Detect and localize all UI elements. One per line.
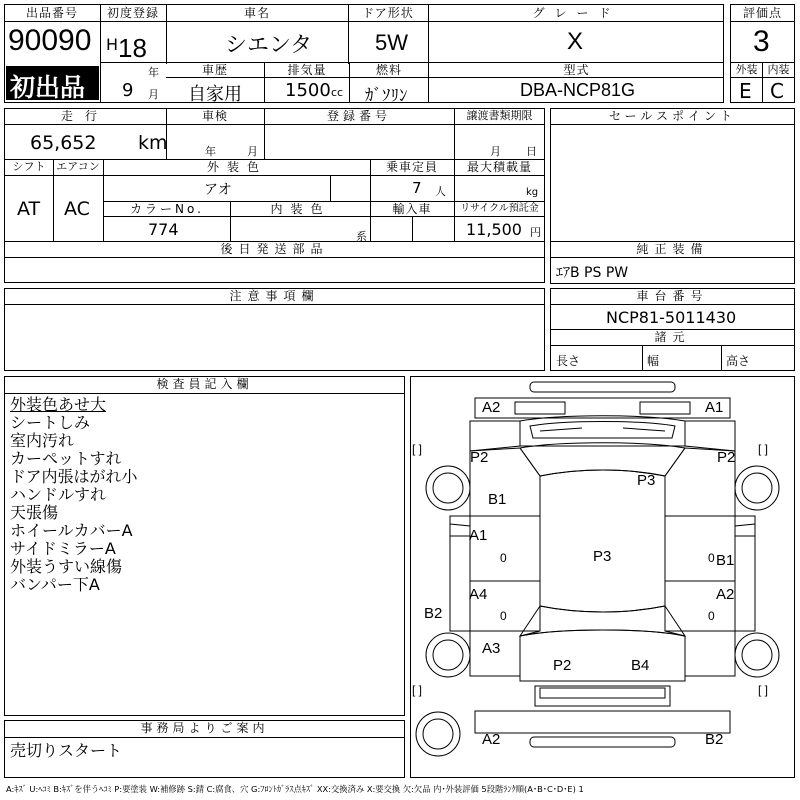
reg-year: 18 [118, 33, 147, 63]
inspector-notes [10, 396, 400, 594]
grade: X [567, 28, 584, 55]
lot-number-label: 出品番号 [25, 6, 78, 20]
history-label: 車歴 [201, 63, 228, 77]
zero-left-front: 0 [500, 551, 507, 565]
interior-grade: C [770, 79, 784, 103]
notes-label: 注意事項欄 [229, 289, 320, 303]
mark-trunk-right: B4 [631, 657, 650, 674]
transfer-month-unit: 月 [490, 145, 501, 158]
inspection-label: 車検 [201, 109, 228, 123]
mark-trunk-left: P2 [553, 657, 572, 674]
mark-door-rear-left: A4 [469, 586, 488, 603]
inspector-note: シートしみ [10, 413, 91, 432]
color-no-label: カラーNo. [130, 202, 204, 216]
zero-right-front: 0 [708, 551, 715, 565]
inspector-note: ドア内張はがれ小 [10, 467, 138, 486]
interior-label: 内装 [767, 63, 790, 76]
fuel: ｶﾞｿﾘﾝ [365, 86, 408, 106]
recycle-amount: 11,500 [466, 220, 522, 239]
fuel-label: 燃料 [375, 63, 402, 77]
mileage: 65,652 [30, 132, 97, 154]
zero-right-rear: 0 [708, 609, 715, 623]
first-listing-text: 初出品 [10, 73, 86, 102]
mark-hood: P3 [637, 472, 656, 489]
lot-number: 90090 [8, 24, 92, 57]
mark-rear-bumper-left: A2 [482, 731, 501, 748]
mark-front-bumper-left: A2 [482, 399, 501, 416]
capacity-unit: 人 [435, 185, 446, 198]
exterior-grade: E [739, 79, 752, 103]
recycle-unit: 円 [530, 226, 541, 239]
max-load-unit: kg [526, 187, 539, 198]
mark-door-front-left: A1 [469, 527, 488, 544]
mileage-unit: km [138, 132, 168, 154]
mark-roof: P3 [593, 548, 612, 565]
reg-month-unit: 月 [148, 88, 159, 101]
shift: AT [17, 198, 41, 220]
reg-no-label: 登録番号 [326, 109, 391, 123]
door-type: 5W [375, 30, 408, 55]
car-name-label: 車名 [243, 6, 270, 20]
transfer-day-unit: 日 [526, 145, 537, 158]
model-label: 型式 [563, 63, 590, 77]
history: 自家用 [188, 84, 242, 105]
displacement-label: 排気量 [287, 63, 327, 77]
inspector-note: 室内汚れ [10, 431, 75, 450]
model: DBA-NCP81G [520, 80, 636, 100]
mark-fender-front-left: P2 [470, 449, 489, 466]
displacement: 1500 [285, 80, 331, 101]
bracket-left-front: [ ] [412, 442, 423, 456]
mark-door-front-right: B1 [716, 552, 735, 569]
mark-front-bumper-right: A1 [705, 399, 724, 416]
inspector-note: サイドミラーA [10, 539, 116, 558]
equipment-label: 純正装備 [636, 242, 709, 256]
era: H [106, 35, 119, 54]
dims-label: 諸元 [654, 330, 691, 344]
inspector-note: 天張傷 [10, 503, 59, 522]
car-name: シエンタ [225, 33, 313, 58]
first-reg-label: 初度登録 [106, 6, 159, 20]
mileage-label: 走行 [60, 109, 109, 123]
mark-fender-front-right: P2 [717, 449, 736, 466]
equipment: ｴｱB PS PW [556, 265, 629, 281]
inspector-note: ハンドルすれ [10, 485, 107, 504]
height-label: 高さ [726, 354, 751, 368]
score-label: 評価点 [742, 6, 782, 20]
int-color-unit: 系 [356, 230, 367, 243]
shift-label: シフト [12, 160, 46, 173]
car-diagram [410, 376, 795, 778]
grade-label: グレード [532, 6, 621, 20]
inspection-month-unit: 月 [247, 145, 258, 158]
score: 3 [753, 25, 770, 58]
mark-door-rear-right: A2 [716, 586, 735, 603]
inspector-note: 外装うすい線傷 [10, 557, 123, 576]
ac-label: エアコン [56, 160, 100, 173]
length-label: 長さ [556, 354, 581, 368]
mark-quarter-left: A3 [482, 640, 501, 657]
inspector-note: ホイールカバーA [10, 521, 133, 540]
width-label: 幅 [647, 354, 660, 368]
inspection-year-unit: 年 [205, 145, 216, 158]
color-no: 774 [148, 220, 179, 239]
mark-sill-left: B2 [424, 605, 443, 622]
chassis-label: 車台番号 [636, 289, 709, 303]
ext-color: アオ [204, 182, 232, 198]
import-label: 輸入車 [392, 202, 432, 216]
exterior-label: 外装 [735, 63, 758, 76]
ac: AC [64, 198, 90, 220]
reg-month: 9 [122, 80, 134, 101]
transfer-label: 譲渡書類期限 [466, 109, 533, 122]
office-message: 売切りスタート [10, 741, 123, 760]
zero-left-rear: 0 [500, 609, 507, 623]
mark-fender-b1: B1 [488, 491, 507, 508]
max-load-label: 最大積載量 [466, 160, 532, 174]
bracket-right-front: [ ] [758, 442, 769, 456]
displacement-unit: cc [331, 86, 344, 99]
int-color-label: 内装色 [270, 202, 331, 216]
mark-rear-bumper-right: B2 [705, 731, 724, 748]
parts-label: 後日発送部品 [220, 242, 329, 256]
sales-point-label: セールスポイント [609, 109, 736, 123]
chassis-number: NCP81-5011430 [606, 308, 737, 327]
bracket-left-rear: [ ] [412, 683, 423, 697]
ext-color-label: 外装色 [206, 160, 267, 174]
office-title: 事務局よりご案内 [140, 721, 269, 735]
inspector-note: バンパー下A [10, 575, 100, 594]
recycle-label: リサイクル預託金 [460, 203, 539, 214]
capacity-label: 乗車定員 [385, 160, 438, 174]
inspector-title: 検査員記入欄 [156, 377, 253, 391]
footer-legend: A:ｷｽﾞ U:ﾍｺﾐ B:ｷｽﾞを伴うﾍｺﾐ P:要塗装 W:補修跡 S:錆 C:腐食、穴 G:ﾌﾛﾝﾄｶﾞﾗｽ点ｷｽﾞ XX:交換済み X:要交換 欠:欠品 内･外装評価 5段階ﾗﾝｸ順(A･B･C･D･E) 1 [6, 784, 584, 794]
reg-year-unit: 年 [148, 66, 159, 79]
capacity: 7 [412, 179, 422, 197]
inspector-note: カーペットすれ [10, 449, 122, 468]
inspector-note: 外装色あせ大 [10, 395, 107, 414]
bracket-right-rear: [ ] [758, 683, 769, 697]
door-label: ドア形状 [362, 6, 414, 20]
